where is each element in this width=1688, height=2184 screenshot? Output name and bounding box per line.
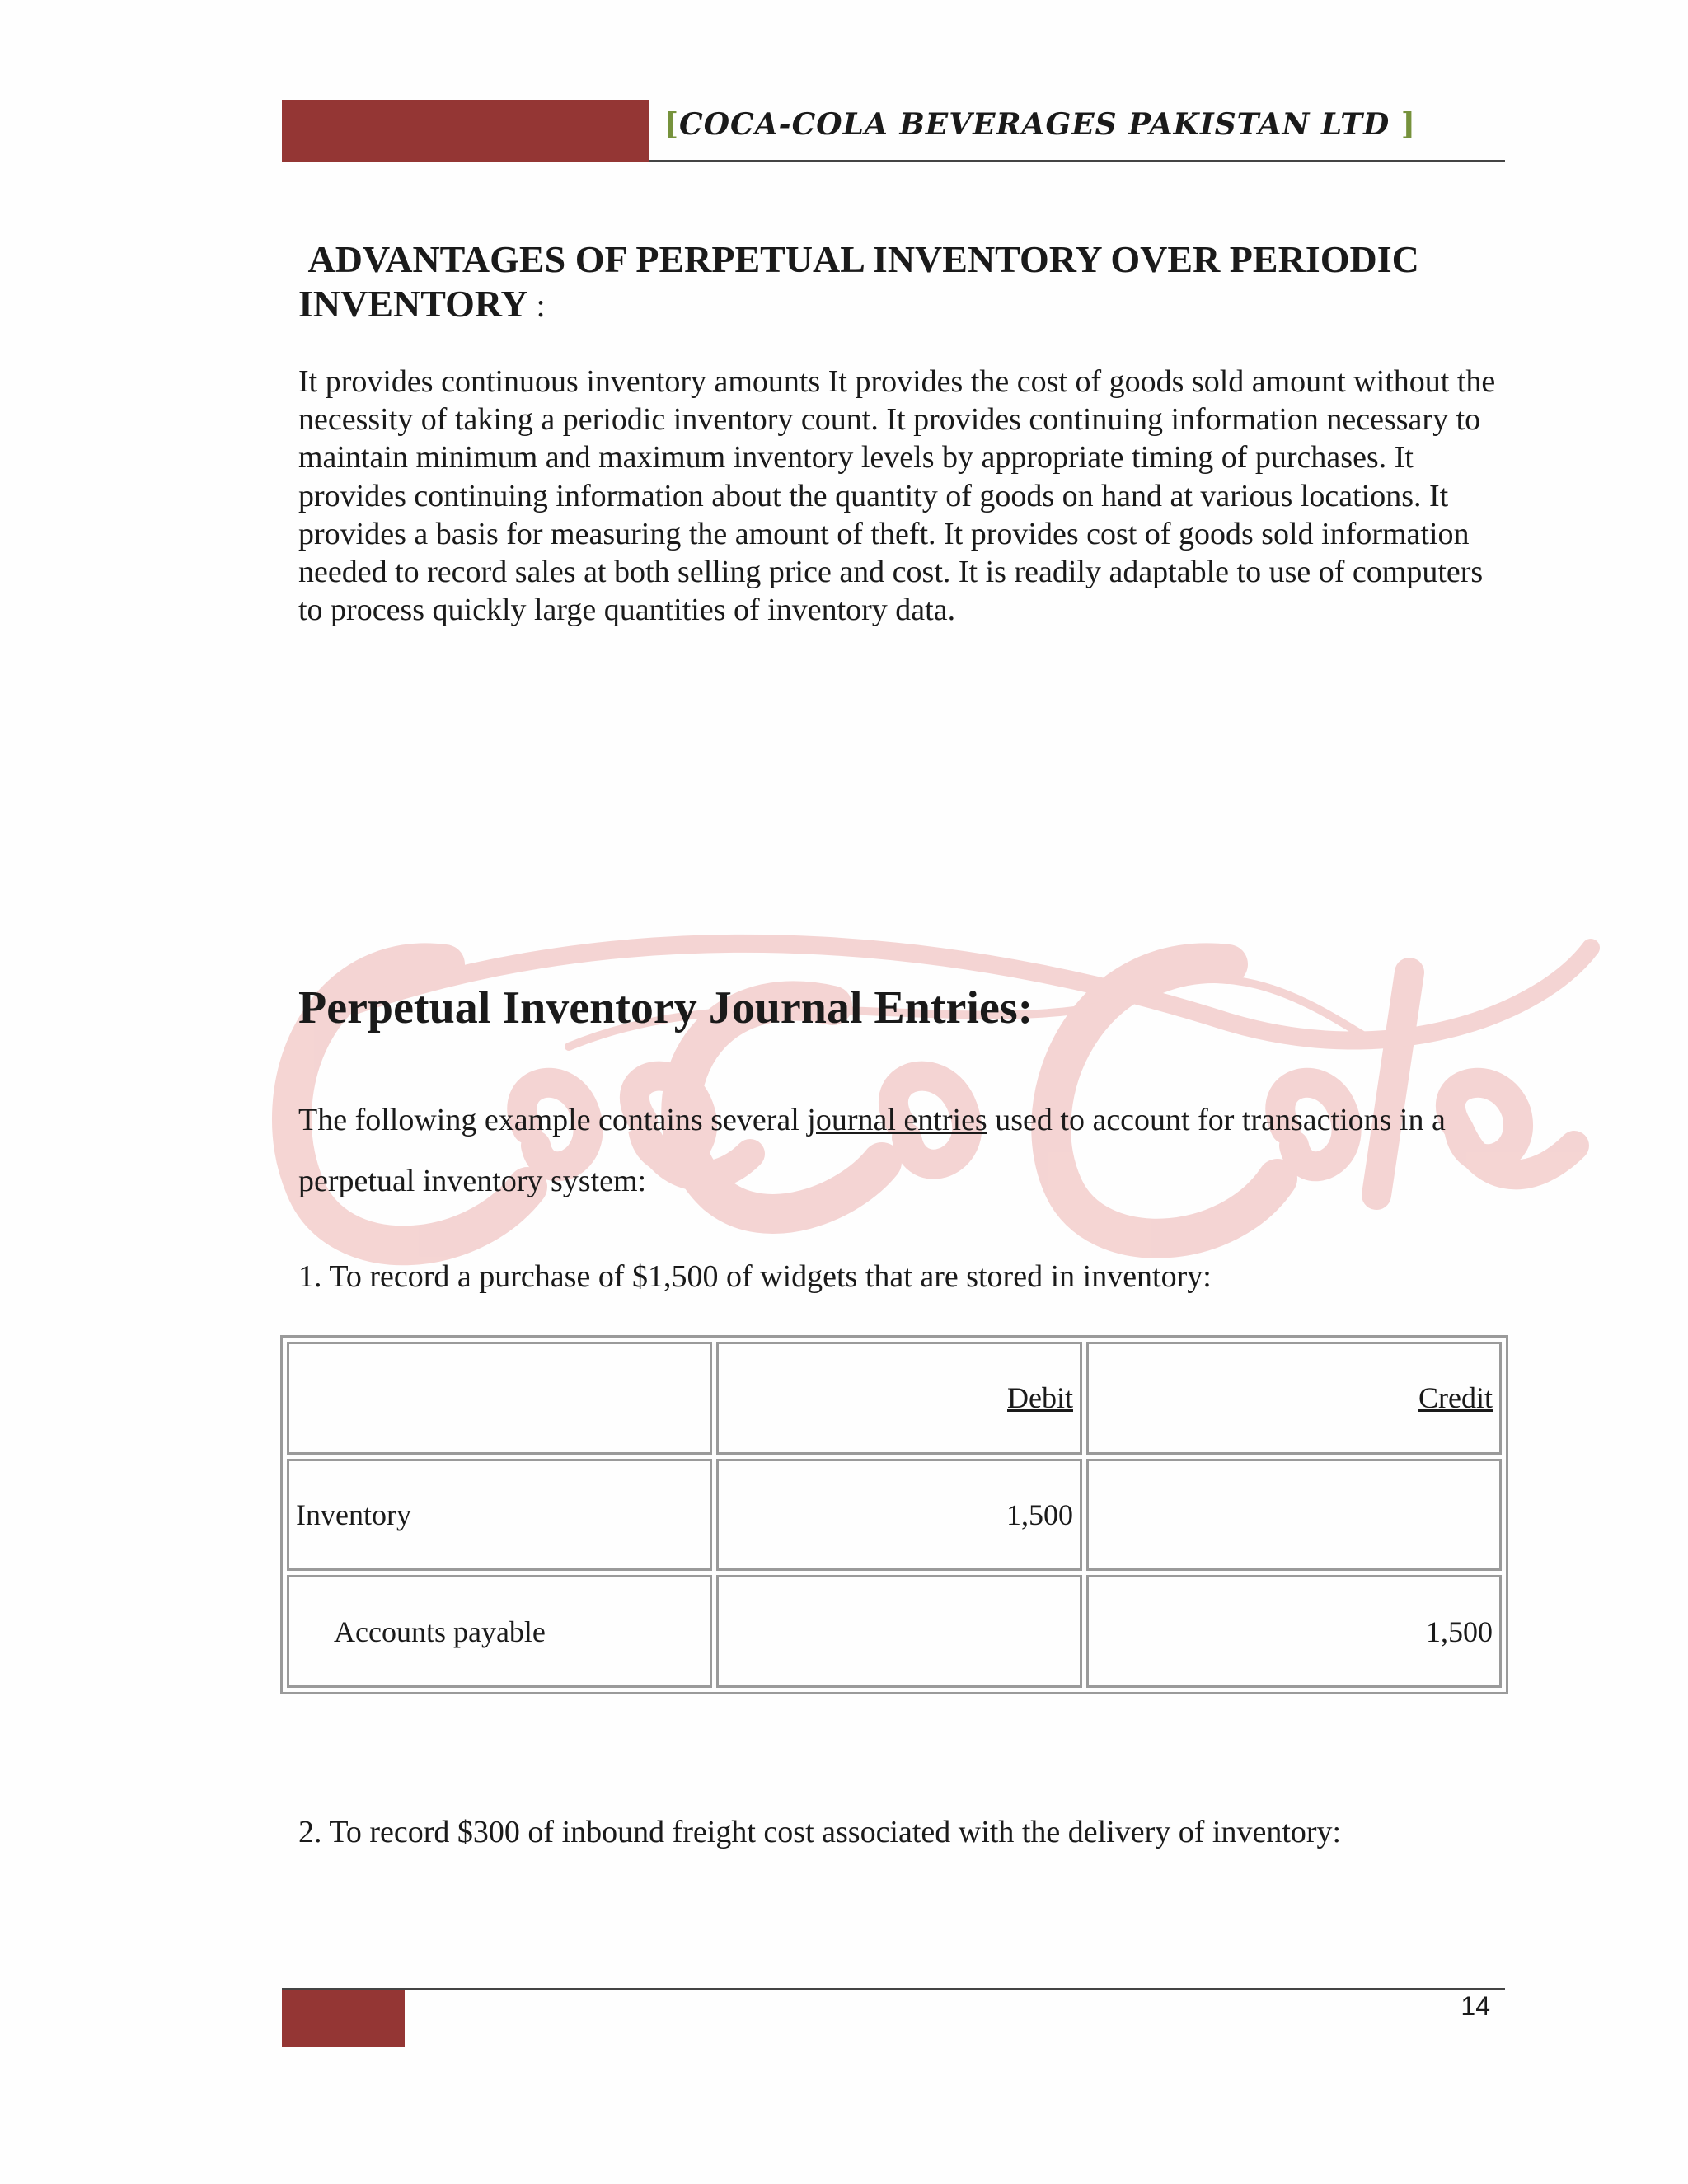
table-row (287, 1459, 1502, 1572)
header-color-bar (282, 100, 649, 162)
debit-cell (716, 1575, 1082, 1688)
header-rule (649, 160, 1505, 162)
debit-header-label: Debit (1007, 1381, 1073, 1415)
journal-intro-start: The following example contains several (298, 1103, 808, 1137)
advantages-heading-text: ADVANTAGES OF PERPETUAL INVENTORY OVER PERIODIC INVENTORY (298, 238, 1419, 325)
header-title (664, 107, 1416, 157)
account-column-header (287, 1342, 712, 1455)
header-bracket-close: ] (1400, 107, 1416, 142)
credit-cell: 1,500 (1086, 1575, 1502, 1688)
step-1-text: 1. To record a purchase of $1,500 of widgets that are stored in inventory: (298, 1259, 1212, 1294)
account-cell: Accounts payable (287, 1575, 712, 1688)
advantages-heading (298, 237, 1510, 328)
page-number: 14 (1461, 1991, 1490, 2021)
debit-cell: 1,500 (716, 1459, 1082, 1572)
credit-column-header (1086, 1342, 1502, 1455)
journal-entries-heading: Perpetual Inventory Journal Entries: (298, 982, 1034, 1033)
journal-intro (298, 1090, 1510, 1212)
table-header-row (287, 1342, 1502, 1455)
advantages-body: It provides continuous inventory amounts It provides the cost of goods sold amount without the necessity of taking a periodic inventory count. It provides continuing information necessary to maintain minimum and maximum inventory levels by appropriate timing of purchases. It provides continuing information about the quantity of goods on hand at various locations. It provides a basis for measuring the amount of theft. It provides cost of goods sold information needed to record sales at both selling price and cost. It is readily adaptable to use of computers to process quickly large quantities of inventory data. (298, 364, 1496, 628)
journal-intro-end: used to account for transactions in a perpetual inventory system: (298, 1103, 1446, 1198)
account-cell: Inventory (287, 1459, 712, 1572)
journal-entry-table (280, 1335, 1508, 1694)
advantages-heading-colon: : (536, 287, 546, 324)
footer-color-bar (282, 1990, 405, 2047)
credit-cell (1086, 1459, 1502, 1572)
header-company-name: COCA-COLA BEVERAGES PAKISTAN LTD (679, 107, 1390, 142)
table-row (287, 1575, 1502, 1688)
step-2-text: 2. To record $300 of inbound freight cost associated with the delivery of inventory: (298, 1815, 1342, 1849)
footer-rule (282, 1988, 1505, 1990)
debit-column-header (716, 1342, 1082, 1455)
journal-entries-link[interactable]: journal entries (807, 1103, 987, 1137)
credit-header-label: Credit (1418, 1381, 1493, 1415)
header-bracket-open: [ (664, 107, 680, 142)
